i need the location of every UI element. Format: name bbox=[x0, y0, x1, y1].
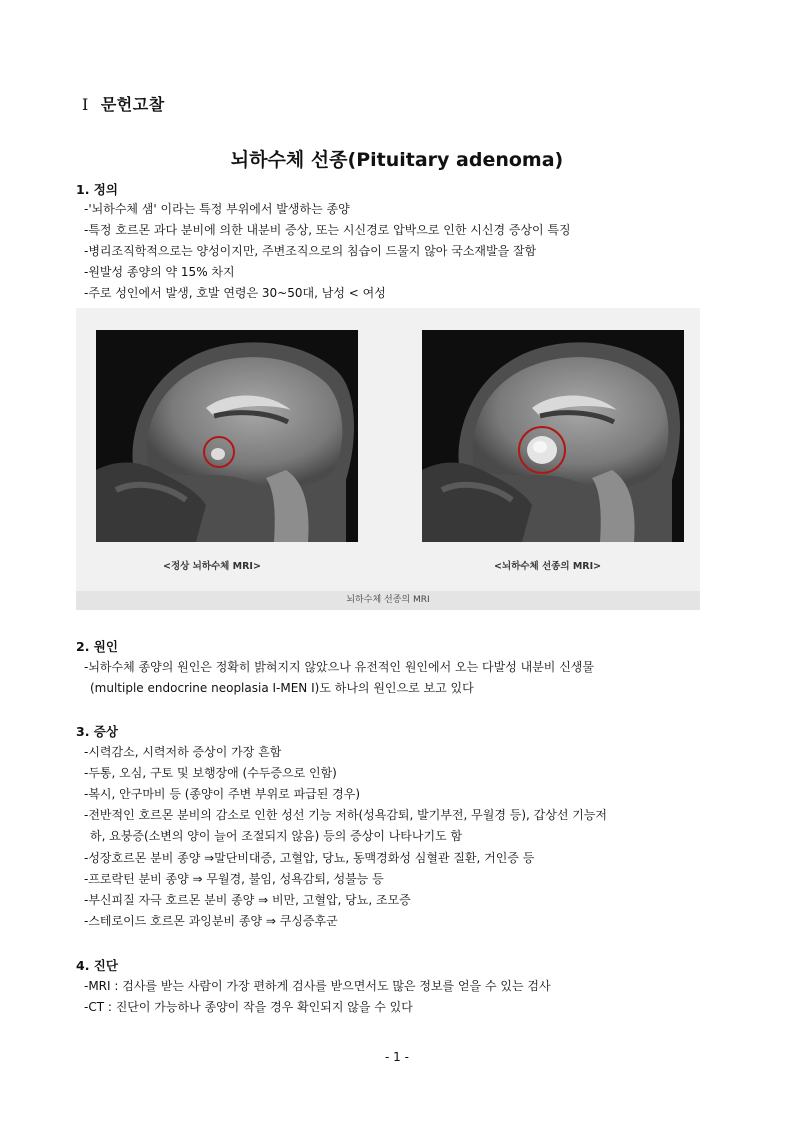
definition-item: -특정 호르몬 과다 분비에 의한 내분비 증상, 또는 시신경로 압박으로 인한 시신경 증상이 특징 bbox=[84, 223, 571, 237]
definition-item: -주로 성인에서 발생, 호발 연령은 30~50대, 남성 < 여성 bbox=[84, 286, 386, 300]
symptom-item: -전반적인 호르몬 분비의 감소로 인한 성선 기능 저하(성욕감퇴, 발기부전, 무월경 등), 갑상선 기능저 bbox=[84, 808, 608, 822]
figure-caption: 뇌하수체 선종의 MRI bbox=[76, 591, 700, 610]
definition-item: -원발성 종양의 약 15% 차지 bbox=[84, 265, 235, 279]
document-title: 뇌하수체 선종(Pituitary adenoma) bbox=[230, 149, 564, 171]
symptom-item: -두통, 오심, 구토 및 보행장애 (수두증으로 인함) bbox=[84, 766, 337, 780]
normal-pituitary-mri-image bbox=[96, 330, 358, 542]
definition-item: -병리조직학적으로는 양성이지만, 주변조직으로의 침습이 드물지 않아 국소재발을 잘함 bbox=[84, 244, 537, 258]
cause-item: -뇌하수체 종양의 원인은 정확히 밝혀지지 않았으나 유전적인 원인에서 오는 다발성 내분비 신생물 bbox=[84, 660, 594, 674]
section-title-diagnosis: 4. 진단 bbox=[76, 958, 118, 973]
diagnosis-item: -MRI : 검사를 받는 사람이 가장 편하게 검사를 받으면서도 많은 정보를 얻을 수 있는 검사 bbox=[84, 979, 551, 993]
page-number: - 1 - bbox=[385, 1050, 409, 1064]
normal-mri-label: <정상 뇌하수체 MRI> bbox=[163, 561, 261, 572]
section-title-symptoms: 3. 증상 bbox=[76, 724, 118, 739]
definition-item: -'뇌하수체 샘' 이라는 특정 부위에서 발생하는 종양 bbox=[84, 202, 350, 216]
symptom-item: -부신피질 자극 호르몬 분비 종양 ⇒ 비만, 고혈압, 당뇨, 조모증 bbox=[84, 893, 411, 907]
diagnosis-item: -CT : 진단이 가능하나 종양이 작을 경우 확인되지 않을 수 있다 bbox=[84, 1000, 413, 1014]
adenoma-mri-label: <뇌하수체 선종의 MRI> bbox=[494, 561, 602, 572]
section-title-definition: 1. 정의 bbox=[76, 182, 118, 197]
chapter-title: 문헌고찰 bbox=[100, 95, 165, 114]
chapter-numeral: I bbox=[82, 95, 89, 114]
chapter-heading bbox=[82, 92, 165, 115]
symptom-item: -성장호르몬 분비 종양 ⇒말단비대증, 고혈압, 당뇨, 동맥경화성 심혈관 질환, 거인증 등 bbox=[84, 851, 535, 865]
pituitary-adenoma-mri-image bbox=[422, 330, 684, 542]
symptom-item: -시력감소, 시력저하 증상이 가장 흔함 bbox=[84, 745, 282, 759]
section-title-cause: 2. 원인 bbox=[76, 639, 118, 654]
cause-item: (multiple endocrine neoplasia I-MEN I)도 하나의 원인으로 보고 있다 bbox=[90, 681, 474, 695]
symptom-item: -스테로이드 호르몬 과잉분비 종양 ⇒ 쿠싱증후군 bbox=[84, 914, 338, 928]
symptom-item: -복시, 안구마비 등 (종양이 주변 부위로 파급된 경우) bbox=[84, 787, 361, 801]
symptom-item: 하, 요붕증(소변의 양이 늘어 조절되지 않음) 등의 증상이 나타나기도 함 bbox=[90, 829, 463, 843]
symptom-item: -프로락틴 분비 종양 ⇒ 무월경, 불임, 성욕감퇴, 성불능 등 bbox=[84, 872, 384, 886]
mri-figure bbox=[76, 308, 700, 610]
